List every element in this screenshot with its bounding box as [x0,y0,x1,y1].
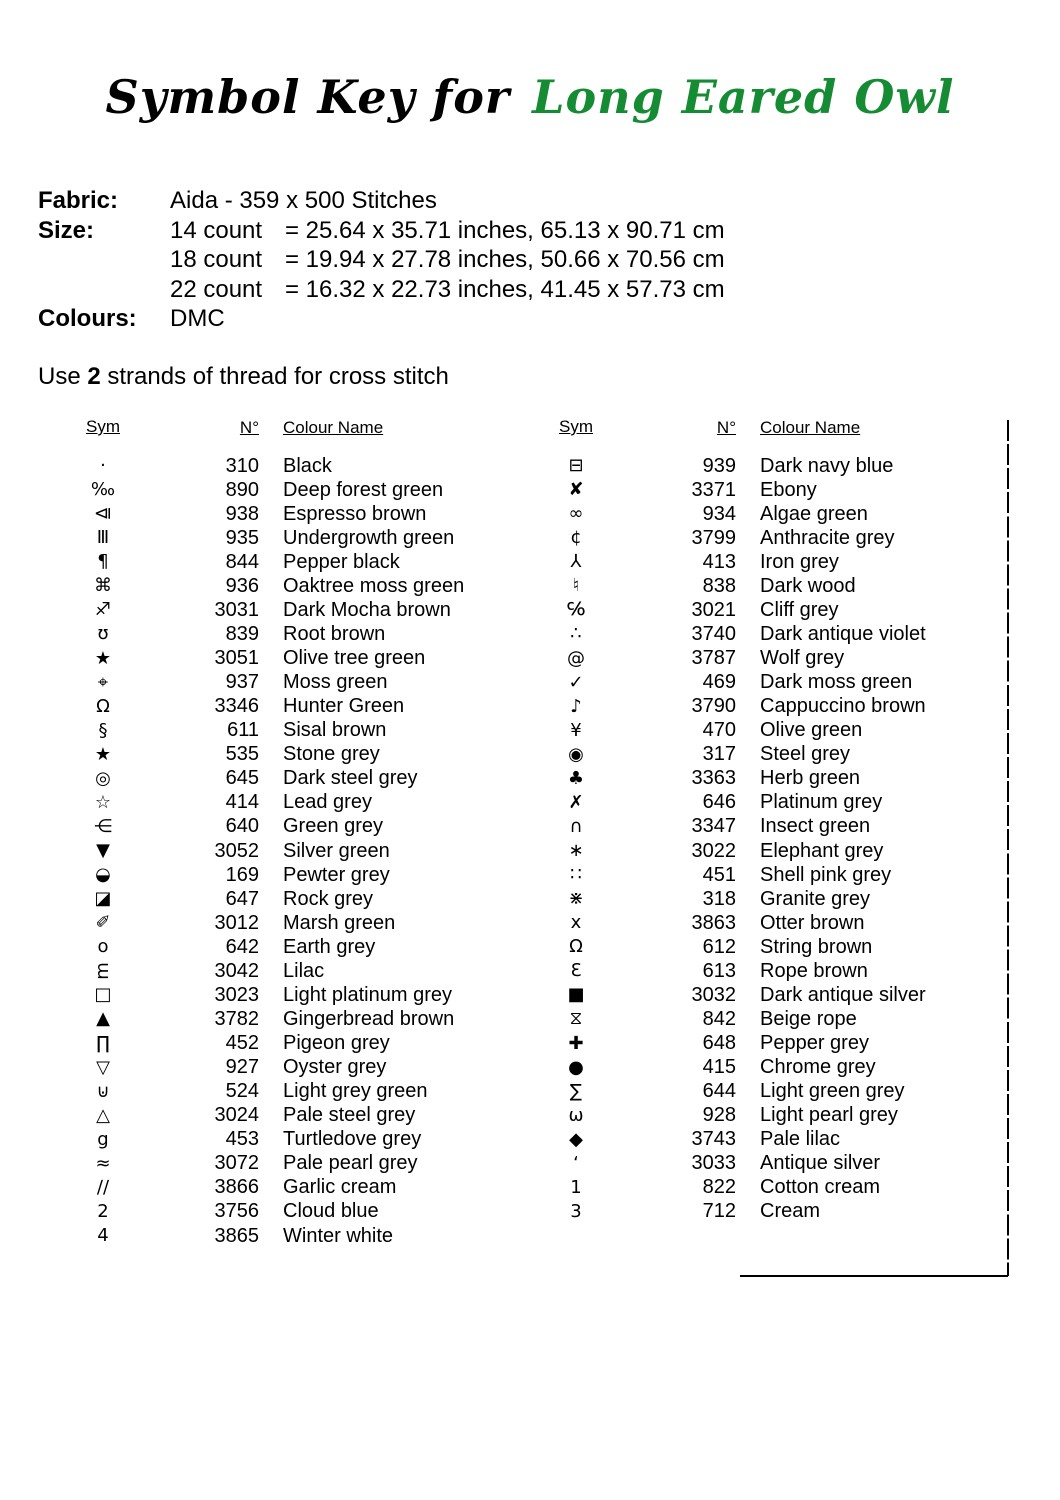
table-row [75,839,535,863]
dmc-number: 524 [225,1080,259,1103]
table-row [548,550,1003,574]
symbol-glyph: ‘ [573,1152,579,1174]
colour-name: Oaktree moss green [283,574,465,597]
symbol-glyph: ◒ [95,864,111,886]
table-row [75,863,535,887]
dmc-number: 3347 [691,815,736,838]
symbol-glyph: ⊍ [96,1080,110,1102]
colour-name: Espresso brown [283,502,427,525]
table-row [75,574,535,598]
symbol-glyph: o [97,936,109,958]
symbol-glyph: ✘ [568,479,584,501]
dmc-number: 169 [225,863,259,886]
colour-name: Cream [760,1200,821,1223]
dmc-number: 413 [702,550,736,573]
table-row [548,911,1003,935]
colour-name: Chrome grey [760,1056,876,1079]
symbol-glyph: ⊟ [568,455,584,477]
dmc-number: 452 [225,1032,259,1055]
table-row [75,695,535,719]
symbol-glyph: ≈ [95,1152,111,1174]
dmc-number: 3756 [214,1200,259,1223]
table-row [75,526,535,550]
table-row [75,911,535,935]
header-colour-name: Colour Name [760,418,861,437]
table-row [75,959,535,983]
symbol-glyph: x [570,912,582,934]
symbol-glyph: · [100,455,106,477]
colour-name: Moss green [283,671,388,694]
table-row [548,478,1003,502]
colours-row [38,304,725,334]
table-row [75,1200,535,1224]
symbol-glyph: ● [568,1056,584,1078]
symbol-glyph: ★ [94,647,112,669]
symbol-glyph: ♣ [567,767,585,789]
table-row [548,815,1003,839]
table-row [75,743,535,767]
table-right-border [1007,420,1009,1276]
table-row [548,935,1003,959]
symbol-glyph: Ω [96,695,110,717]
dims-18: = 19.94 x 27.78 inches, 50.66 x 70.56 cm [285,246,725,274]
colour-name: Lead grey [283,791,372,814]
dmc-number: 611 [227,719,259,742]
dmc-number: 640 [225,815,259,838]
dmc-number: 3072 [214,1152,259,1175]
table-row [548,647,1003,671]
dmc-number: 937 [225,671,259,694]
symbol-glyph: ◉ [568,743,584,765]
dmc-number: 415 [702,1056,736,1079]
table-row [548,695,1003,719]
colour-name: Platinum grey [760,791,883,814]
colour-name: Olive green [760,719,863,742]
table-row [75,815,535,839]
dims-14: = 25.64 x 35.71 inches, 65.13 x 90.71 cm [285,216,725,244]
symbol-glyph: ‰ [90,479,116,501]
colour-name: Root brown [283,622,386,645]
dmc-number: 3790 [691,695,736,718]
symbol-glyph: ∕∕ [96,1176,110,1198]
table-row [548,839,1003,863]
colour-name: Elephant grey [760,839,884,862]
dmc-number: 935 [225,526,259,549]
colour-name: Light green grey [760,1080,905,1103]
symbol-glyph: □ [94,984,112,1006]
symbol-glyph: ◎ [95,767,111,789]
table-rows-right [548,454,1003,1224]
dmc-number: 3031 [214,598,259,621]
colour-name: Black [283,454,332,477]
symbol-glyph: ✚ [568,1032,584,1054]
symbol-glyph: ∴ [570,623,582,645]
dims-22: = 16.32 x 22.73 inches, 41.45 x 57.73 cm [285,275,725,303]
dmc-number: 838 [702,574,736,597]
colours-value: DMC [170,305,225,333]
colour-name: Gingerbread brown [283,1007,455,1030]
symbol-glyph: ■ [567,984,585,1006]
colour-name: Oyster grey [283,1056,387,1079]
colour-name: Dark steel grey [283,767,418,790]
symbol-glyph: ∗ [568,840,584,862]
symbol-glyph: ♐ [94,599,112,621]
colour-name: Antique silver [760,1152,881,1175]
dmc-number: 3740 [691,622,736,645]
dmc-number: 453 [225,1128,259,1151]
size-row-22 [38,275,725,305]
size-row-18 [38,245,725,275]
dmc-number: 3865 [214,1224,259,1247]
dmc-number: 3799 [691,526,736,549]
dmc-number: 3023 [214,983,259,1006]
symbol-glyph: ▲ [96,1008,110,1030]
table-row [548,1104,1003,1128]
colour-name: Otter brown [760,911,865,934]
fabric-value: Aida - 359 x 500 Stitches [170,187,437,214]
symbol-glyph: g [97,1128,109,1150]
table-row [548,622,1003,646]
colour-name: Deep forest green [283,478,444,501]
table-row [75,1128,535,1152]
dmc-number: 3052 [214,839,259,862]
table-row [75,983,535,1007]
dmc-number: 936 [225,574,259,597]
colour-name: Winter white [283,1224,394,1247]
symbol-glyph: ⋇ [568,888,584,910]
table-row [548,959,1003,983]
dmc-number: 469 [702,671,736,694]
table-row [75,767,535,791]
dmc-number: 451 [702,863,736,886]
dmc-number: 822 [702,1176,736,1199]
dmc-number: 535 [225,743,259,766]
colour-name: Pale pearl grey [283,1152,418,1175]
colour-name: Cliff grey [760,598,839,621]
dmc-number: 839 [225,622,259,645]
table-row [75,454,535,478]
table-row [548,526,1003,550]
table-row [75,1056,535,1080]
table-row [548,1080,1003,1104]
symbol-glyph: ʊ [97,623,109,645]
table-row [75,622,535,646]
table-row [548,671,1003,695]
colour-name: Pepper black [283,550,400,573]
table-row [548,1128,1003,1152]
dmc-number: 939 [702,454,736,477]
dmc-number: 310 [225,454,259,477]
table-row [548,719,1003,743]
table-row [548,1152,1003,1176]
table-row [75,1032,535,1056]
table-row [75,1007,535,1031]
dmc-number: 612 [702,935,736,958]
dmc-number: 318 [702,887,736,910]
table-row [548,574,1003,598]
colour-name: Algae green [760,502,868,525]
dmc-number: 642 [225,935,259,958]
header-colour-name: Colour Name [283,418,384,437]
symbol-glyph: 4 [97,1225,109,1247]
table-row [548,502,1003,526]
symbol-glyph: ℅ [566,599,586,621]
symbol-glyph: ☆ [94,791,112,813]
colour-name: Cotton cream [760,1176,881,1199]
dmc-number: 844 [225,550,259,573]
dmc-number: 3042 [214,959,259,982]
colour-name: Beige rope [760,1007,857,1030]
table-header [548,418,1003,454]
table-row [75,1080,535,1104]
colour-name: Rock grey [283,887,374,910]
table-row [75,671,535,695]
colour-name: Herb green [760,767,861,790]
colour-name: Granite grey [760,887,871,910]
table-row [75,791,535,815]
header-sym: Sym [86,417,120,436]
dmc-number: 934 [702,502,736,525]
header-sym: Sym [559,417,593,436]
dmc-number: 928 [702,1104,736,1127]
dmc-number: 3033 [691,1152,736,1175]
size-label: Size: [38,216,95,244]
symbol-glyph: ★ [94,743,112,765]
dmc-number: 927 [225,1056,259,1079]
dmc-number: 3743 [691,1128,736,1151]
dmc-number: 3051 [214,647,259,670]
dmc-number: 3371 [691,478,736,501]
dmc-number: 645 [225,767,259,790]
title-black: Symbol Key for [105,70,511,124]
table-row [548,767,1003,791]
dmc-number: 890 [225,478,259,501]
colour-name: Ebony [760,478,817,501]
symbol-glyph: ⌖ [97,671,109,693]
colour-name: Pigeon grey [283,1032,390,1055]
fabric-label: Fabric: [38,187,119,214]
colour-name: Dark moss green [760,671,913,694]
symbol-glyph-cell [75,647,131,669]
table-bottom-border [740,1275,1008,1277]
colour-name: Marsh green [283,911,396,934]
symbol-glyph: ∷ [570,864,582,886]
table-row [548,743,1003,767]
colour-name: Dark wood [760,574,856,597]
colour-name: Iron grey [760,550,839,573]
symbol-glyph: 1 [570,1176,582,1198]
table-row [548,1176,1003,1200]
colours-label: Colours: [38,305,137,333]
dmc-number: 3863 [691,911,736,934]
size-row-14 [38,216,725,246]
colour-name: Olive tree green [283,647,426,670]
dmc-number: 317 [702,743,736,766]
dmc-number: 644 [702,1080,736,1103]
symbol-glyph: ◪ [94,888,112,910]
colour-name: Pale lilac [760,1128,841,1151]
dmc-number: 3363 [691,767,736,790]
symbol-glyph: ∏ [96,1032,110,1054]
dmc-number: 470 [702,719,736,742]
dmc-number: 712 [702,1200,736,1223]
table-header [75,418,535,454]
symbol-glyph: Ω [569,936,583,958]
symbol-glyph: ▼ [96,840,110,862]
strands-count: 2 [87,363,101,390]
table-row [548,454,1003,478]
colour-name: Insect green [760,815,871,838]
count-18: 18 count [170,246,263,274]
symbol-glyph: ⅄ [570,551,582,573]
dmc-number: 3024 [214,1104,259,1127]
symbol-glyph: ✗ [568,791,584,813]
symbol-glyph: ⋲ [94,815,112,837]
table-row [548,983,1003,1007]
symbol-glyph: ✐ [95,912,111,934]
colour-name: Light grey green [283,1080,428,1103]
symbol-glyph: ¢ [570,527,582,549]
dmc-number: 842 [702,1007,736,1030]
table-row [548,791,1003,815]
table-row [75,1104,535,1128]
dmc-number: 647 [225,887,259,910]
table-rows-left [75,454,535,1248]
colour-name: Hunter Green [283,695,405,718]
symbol-glyph: Ɛ [570,960,582,982]
header-num: N° [239,418,259,437]
header-num: N° [716,418,736,437]
symbol-glyph: ⧏ [94,503,112,525]
dmc-number: 3021 [691,598,736,621]
symbol-glyph: ⧖ [569,1008,583,1030]
colour-name: Dark antique violet [760,622,926,645]
symbol-table-left [75,418,535,1248]
table-row [75,719,535,743]
colour-name: Dark antique silver [760,983,926,1006]
table-row [75,647,535,671]
count-14: 14 count [170,216,263,244]
colour-name: Earth grey [283,935,376,958]
colour-name: Dark Mocha brown [283,598,451,621]
colour-name: Garlic cream [283,1176,397,1199]
colour-name: Steel grey [760,743,851,766]
symbol-glyph: ∩ [569,815,583,837]
table-row [548,887,1003,911]
colour-name: Pepper grey [760,1032,869,1055]
symbol-glyph: 3 [570,1200,582,1222]
colour-name: Pale steel grey [283,1104,416,1127]
symbol-glyph: ◆ [569,1128,583,1150]
table-row [75,1224,535,1248]
colour-name: Cloud blue [283,1200,379,1223]
colour-name: Silver green [283,839,390,862]
fabric-row [38,186,725,216]
symbol-glyph: ♪ [570,695,582,717]
colour-name: Stone grey [283,743,380,766]
colour-name: Lilac [283,959,325,982]
symbol-glyph: 2 [97,1200,109,1222]
colour-name: Light pearl grey [760,1104,898,1127]
symbol-glyph: ♮ [572,575,580,597]
table-row [548,1032,1003,1056]
dmc-number: 3346 [214,695,259,718]
table-row [75,598,535,622]
dmc-number: 938 [225,502,259,525]
dmc-number: 3032 [691,983,736,1006]
table-row [548,863,1003,887]
symbol-glyph: @ [567,647,585,669]
colour-name: Undergrowth green [283,526,455,549]
table-row [75,478,535,502]
dmc-number: 3787 [691,647,736,670]
symbol-glyph: ∞ [568,503,584,525]
colour-name: Shell pink grey [760,863,892,886]
symbol-table-right [548,418,1003,1224]
info-block [38,186,725,334]
table-row [75,550,535,574]
colour-name: Anthracite grey [760,526,895,549]
strands-note: Use 2 strands of thread for cross stitch [38,363,449,390]
symbol-glyph: ¶ [97,551,109,573]
dmc-number: 648 [702,1032,736,1055]
count-22: 22 count [170,275,263,303]
symbol-glyph: ¥ [570,719,582,741]
colour-name: Light platinum grey [283,983,452,1006]
symbol-glyph: △ [96,1104,110,1126]
table-row [75,1152,535,1176]
symbol-glyph: Ⅲ [96,527,110,549]
table-row [75,1176,535,1200]
symbol-glyph: ω [568,1104,584,1126]
dmc-number: 3866 [214,1176,259,1199]
colour-name: Turtledove grey [283,1128,422,1151]
symbol-glyph: m [91,962,113,981]
colour-name: String brown [760,935,873,958]
page-title [0,70,1060,124]
colour-name: Wolf grey [760,647,845,670]
dmc-number: 613 [702,959,736,982]
colour-name: Cappuccino brown [760,695,926,718]
symbol-glyph: § [98,719,108,741]
colour-name: Pewter grey [283,863,390,886]
colour-name: Green grey [283,815,384,838]
title-pattern-name: Long Eared Owl [532,70,955,124]
symbol-glyph: ▽ [96,1056,110,1078]
dmc-number: 3022 [691,839,736,862]
dmc-number: 646 [702,791,736,814]
table-row [548,1056,1003,1080]
table-row [548,598,1003,622]
dmc-number: 3012 [214,911,259,934]
colour-name: Dark navy blue [760,454,894,477]
dmc-number: 414 [225,791,259,814]
colour-name: Rope brown [760,959,868,982]
colour-name: Sisal brown [283,719,387,742]
dmc-number: 3782 [214,1007,259,1030]
symbol-glyph: ⌘ [94,575,112,597]
table-row [548,1007,1003,1031]
table-row [548,1200,1003,1224]
table-row [75,935,535,959]
symbol-glyph: ✓ [568,671,584,693]
table-row [75,887,535,911]
symbol-glyph: ∑ [569,1080,583,1102]
table-row [75,502,535,526]
